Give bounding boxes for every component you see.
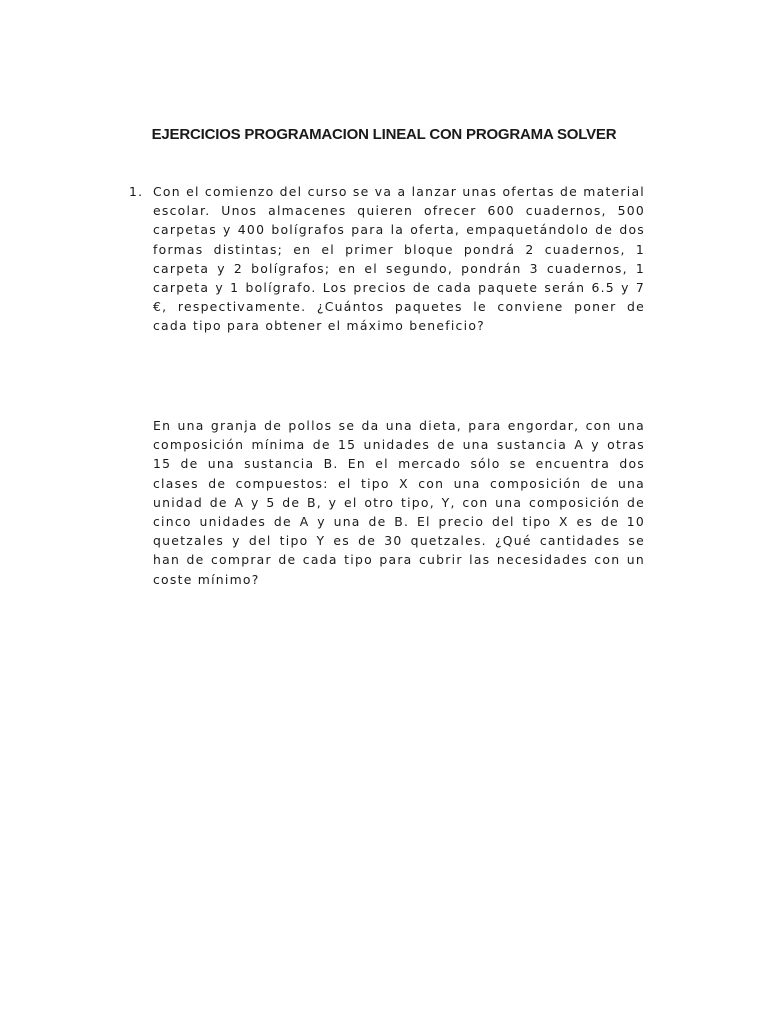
exercise-text: En una granja de pollos se da una dieta, para engordar, con una composición mínima de 15 unidades de una sustancia A y otras 15 de una sustancia B. En el mercado sólo se encuentra dos clases de compuestos: el tipo X con una composición de una unidad de A y 5 de B, y el otro tipo, Y, con una composición de cinco unidades de A y una de B. El precio del tipo X es de 10 quetzales y del tipo Y es de 30 quetzales. ¿Qué cantidades se han de comprar de cada tipo para cubrir las necesidades con un coste mínimo? [153,418,645,587]
exercise-1 [129,182,645,336]
exercise-number: 1. [129,184,144,199]
exercise-2 [153,416,645,589]
exercise-text: Con el comienzo del curso se va a lanzar unas ofertas de material escolar. Unos almacenes quieren ofrecer 600 cuadernos, 500 carpetas y 400 bolígrafos para la oferta, empaquetándolo de dos formas distintas; en el primer bloque pondrá 2 cuadernos, 1 carpeta y 2 bolígrafos; en el segundo, pondrán 3 cuadernos, 1 carpeta y 1 bolígrafo. Los precios de cada paquete serán 6.5 y 7 €, respectivamente. ¿Cuántos paquetes le conviene poner de cada tipo para obtener el máximo beneficio? [153,184,645,334]
document-title: EJERCICIOS PROGRAMACION LINEAL CON PROGRAMA SOLVER [151,126,617,143]
